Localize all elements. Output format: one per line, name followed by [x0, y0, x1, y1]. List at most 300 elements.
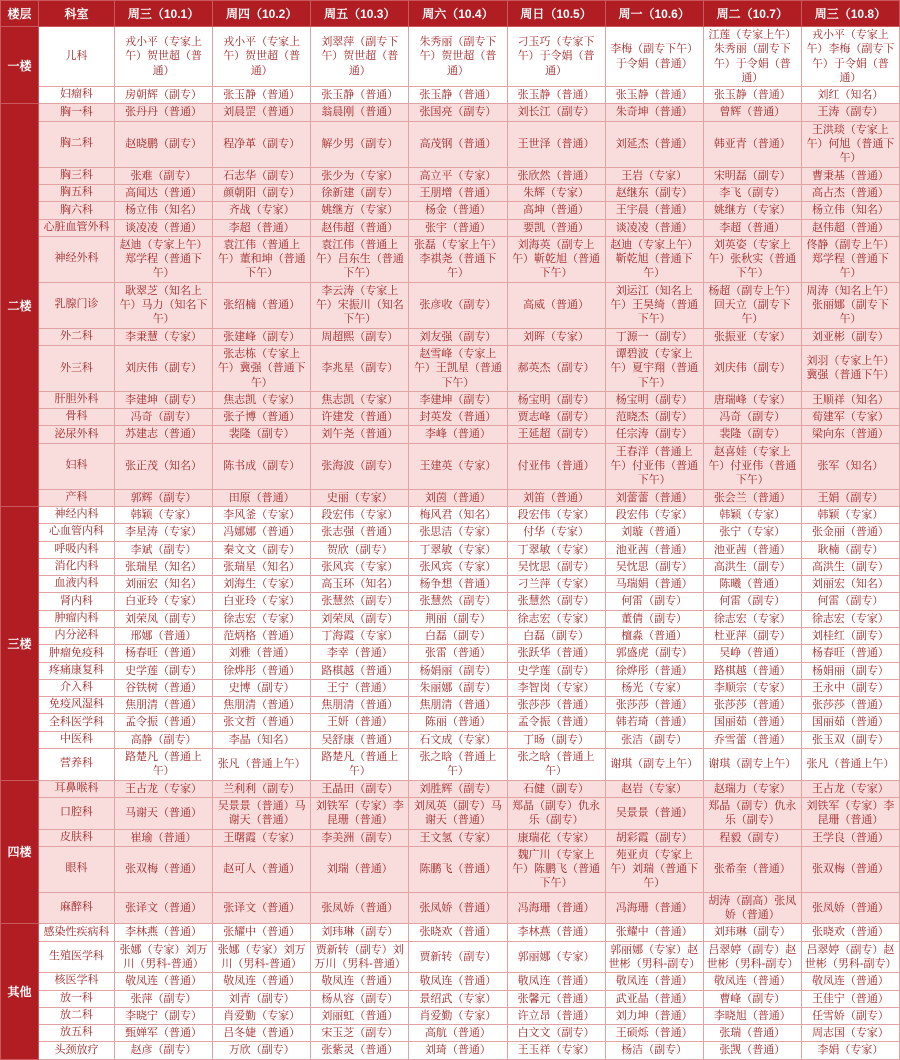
schedule-cell: 徐烨彤（普通） [605, 662, 703, 679]
schedule-cell: 焦朋清（普通） [115, 697, 213, 714]
schedule-cell: 路楚凡（普通上午） [115, 749, 213, 781]
schedule-cell: 吕翠婷（副专）赵世彬（男科-副专） [801, 941, 899, 973]
schedule-cell: 刘玮琳（副专） [311, 924, 409, 941]
schedule-cell: 焦志凯（专家） [311, 391, 409, 408]
schedule-cell: 荀建军（专家） [801, 409, 899, 426]
schedule-row [1, 219, 900, 236]
schedule-cell: 李林燕（普通） [115, 924, 213, 941]
schedule-row [1, 524, 900, 541]
schedule-cell: 许立昂（普通） [507, 1007, 605, 1024]
schedule-cell: 刘海生（专家） [213, 576, 311, 593]
schedule-cell: 王洪琰（专家上午）何旭（普通下午） [801, 121, 899, 167]
schedule-cell: 刘羽（专家上午）冀强（普通下午） [801, 345, 899, 391]
schedule-cell: 崔瑜（普通） [115, 829, 213, 846]
schedule-cell: 张莎莎（普通） [605, 697, 703, 714]
schedule-cell: 贺欣（副专） [311, 541, 409, 558]
schedule-cell: 范晓杰（副专） [605, 409, 703, 426]
schedule-cell: 张之晗（普通上午） [409, 749, 507, 781]
schedule-cell: 何雷（副专） [605, 593, 703, 610]
schedule-cell: 史学莲（副专） [115, 662, 213, 679]
schedule-cell: 翁晨刚（普通） [311, 104, 409, 121]
schedule-cell: 万欣（副专） [213, 1042, 311, 1059]
header-row [1, 1, 900, 27]
schedule-cell: 刘胜辉（副专） [409, 780, 507, 797]
dept-cell: 头颈放疗 [39, 1042, 115, 1059]
schedule-cell: 韩颖（专家） [703, 506, 801, 523]
day-column-header: 周五（10.3） [311, 1, 409, 27]
schedule-cell: 刘英姿（专家上午）张秋实（普通下午） [703, 236, 801, 282]
schedule-cell: 胡彩霞（副专） [605, 829, 703, 846]
schedule-cell: 吴景景（普通） [605, 797, 703, 829]
schedule-cell: 胡涛（副高）张凤娇（普通） [703, 892, 801, 924]
schedule-cell: 张双梅（普通） [801, 846, 899, 892]
schedule-cell: 杨春旺（普通） [801, 645, 899, 662]
schedule-row [1, 236, 900, 282]
schedule-cell: 张希奎（普通） [703, 846, 801, 892]
schedule-cell: 刘笛（普通） [507, 489, 605, 506]
schedule-cell: 徐志宏（专家） [213, 610, 311, 627]
schedule-cell: 韩颖（专家） [801, 506, 899, 523]
schedule-cell: 焦志凯（专家） [213, 391, 311, 408]
schedule-cell: 史博（副专） [213, 679, 311, 696]
schedule-cell: 高占杰（普通） [801, 184, 899, 201]
schedule-cell: 邢娜（普通） [115, 627, 213, 644]
schedule-cell: 杨立伟（知名） [801, 202, 899, 219]
schedule-cell: 张少为（专家） [311, 167, 409, 184]
schedule-cell: 周涛（知名上午）张丽娜（副专下午） [801, 282, 899, 328]
dept-cell: 介入科 [39, 679, 115, 696]
schedule-cell: 张双梅（普通） [115, 846, 213, 892]
schedule-cell: 张文哲（普通） [213, 714, 311, 731]
schedule-row [1, 443, 900, 489]
schedule-cell: 刘晨罡（普通） [213, 104, 311, 121]
schedule-cell: 张玉静（普通） [703, 87, 801, 104]
dept-column-header: 科室 [39, 1, 115, 27]
schedule-cell: 刘青（副专） [213, 990, 311, 1007]
schedule-cell: 何雷（副专） [801, 593, 899, 610]
schedule-cell: 张宇（普通） [409, 219, 507, 236]
schedule-cell: 唐瑞峰（专家） [703, 391, 801, 408]
schedule-cell: 张玉静（普通） [409, 87, 507, 104]
schedule-cell: 韩若琦（普通） [605, 714, 703, 731]
schedule-cell: 刘凤英（副专）马谢天（普通） [409, 797, 507, 829]
schedule-row [1, 184, 900, 201]
day-column-header: 周一（10.6） [605, 1, 703, 27]
schedule-row [1, 610, 900, 627]
dept-cell: 皮肤科 [39, 829, 115, 846]
schedule-cell: 高威（普通） [507, 282, 605, 328]
schedule-cell: 丁源一（副专） [605, 328, 703, 345]
schedule-cell: 贾新转（副专）刘万川（男科-普通） [311, 941, 409, 973]
schedule-cell: 徐志宏（专家） [507, 610, 605, 627]
schedule-cell: 张凤娇（普通） [801, 892, 899, 924]
dept-cell: 免疫风湿科 [39, 697, 115, 714]
dept-cell: 神经内科 [39, 506, 115, 523]
schedule-cell: 张瑞星（知名） [213, 558, 311, 575]
schedule-cell: 张耀中（普通） [605, 924, 703, 941]
schedule-cell: 耿翠芝（知名上午）马力（知名下午） [115, 282, 213, 328]
schedule-row [1, 345, 900, 391]
schedule-cell: 石文成（专家） [409, 731, 507, 748]
schedule-cell: 范炳格（普通） [213, 627, 311, 644]
schedule-cell: 敬凤连（普通） [507, 973, 605, 990]
schedule-cell: 谷铁树（普通） [115, 679, 213, 696]
schedule-row [1, 328, 900, 345]
schedule-row [1, 990, 900, 1007]
schedule-cell: 李峰（普通） [409, 426, 507, 443]
schedule-cell: 裴隆（副专） [703, 426, 801, 443]
day-column-header: 周二（10.7） [703, 1, 801, 27]
schedule-cell: 高静（副专） [115, 731, 213, 748]
dept-cell: 中医科 [39, 731, 115, 748]
schedule-cell: 国丽茹（普通） [703, 714, 801, 731]
schedule-cell: 张正茂（知名） [115, 443, 213, 489]
dept-cell: 胸二科 [39, 121, 115, 167]
schedule-cell: 张磊（专家上午）李祺尧（普通下午） [409, 236, 507, 282]
schedule-cell: 王宇晨（普通） [605, 202, 703, 219]
schedule-cell: 戎小平（专家上午）李梅（副专下午）于令娟（普通） [801, 27, 899, 87]
schedule-cell: 佟静（副专上午）郑学程（普通下午） [801, 236, 899, 282]
schedule-cell: 付华（专家） [507, 524, 605, 541]
schedule-cell: 段宏伟（专家） [311, 506, 409, 523]
dept-cell: 肝胆外科 [39, 391, 115, 408]
schedule-cell: 张凡（普通上午） [801, 749, 899, 781]
floor-cell: 四楼 [1, 780, 39, 924]
schedule-cell: 白磊（副专） [507, 627, 605, 644]
schedule-cell: 敬凤连（普通） [213, 973, 311, 990]
floor-cell: 一楼 [1, 27, 39, 104]
schedule-cell: 白亚玲（专家） [213, 593, 311, 610]
schedule-cell: 周超熙（副专） [311, 328, 409, 345]
schedule-cell: 张振亚（专家） [703, 328, 801, 345]
schedule-cell: 王文氢（专家） [409, 829, 507, 846]
schedule-cell: 李秉慧（专家） [115, 328, 213, 345]
schedule-cell: 任雪娇（副专） [801, 1007, 899, 1024]
schedule-row [1, 426, 900, 443]
schedule-cell: 杜亚萍（副专） [703, 627, 801, 644]
schedule-cell: 吴峥（普通） [703, 645, 801, 662]
schedule-cell: 池亚茜（普通） [703, 541, 801, 558]
schedule-cell: 杨立伟（知名） [115, 202, 213, 219]
schedule-cell: 冯奇（副专） [115, 409, 213, 426]
schedule-cell: 李云涛（专家上午）宋振川（知名下午） [311, 282, 409, 328]
dept-cell: 肿瘤免疫科 [39, 645, 115, 662]
schedule-cell: 梁向东（普通） [801, 426, 899, 443]
schedule-cell: 高洪生（副专） [703, 558, 801, 575]
schedule-cell: 张晓欢（普通） [801, 924, 899, 941]
schedule-cell: 陈鹏飞（普通） [409, 846, 507, 892]
schedule-cell: 杨争想（普通） [409, 576, 507, 593]
dept-cell: 泌尿外科 [39, 426, 115, 443]
schedule-cell: 赵岩（专家） [605, 780, 703, 797]
schedule-row [1, 1042, 900, 1059]
schedule-cell: 敬凤连（普通） [605, 973, 703, 990]
schedule-cell: 张慧然（副专） [409, 593, 507, 610]
schedule-cell: 张玉双（副专） [801, 731, 899, 748]
schedule-cell: 李晶（知名） [213, 731, 311, 748]
schedule-cell: 郭辉（副专） [115, 489, 213, 506]
schedule-cell: 冯奇（副专） [703, 409, 801, 426]
schedule-cell: 王佳宁（普通） [801, 990, 899, 1007]
schedule-cell: 张会兰（普通） [703, 489, 801, 506]
schedule-cell: 刁兰萍（专家） [507, 576, 605, 593]
schedule-row [1, 541, 900, 558]
schedule-cell: 丁旸（副专） [507, 731, 605, 748]
schedule-cell: 张思洁（专家） [409, 524, 507, 541]
schedule-cell: 白亚玲（专家） [115, 593, 213, 610]
schedule-cell: 肖爱勤（专家） [213, 1007, 311, 1024]
schedule-row [1, 282, 900, 328]
schedule-cell: 李星涛（专家） [115, 524, 213, 541]
schedule-cell: 贾志峰（副专） [507, 409, 605, 426]
schedule-row [1, 87, 900, 104]
schedule-cell: 刘丽虹（普通） [311, 1007, 409, 1024]
schedule-row [1, 391, 900, 408]
schedule-cell: 周志国（专家） [801, 1025, 899, 1042]
schedule-cell: 石志华（副专） [213, 167, 311, 184]
schedule-cell: 许建发（普通） [311, 409, 409, 426]
schedule-cell: 朱秀丽（副专下午）贺世超（普通） [409, 27, 507, 87]
schedule-cell: 江莲（专家上午）朱秀丽（副专下午）于令娟（普通） [703, 27, 801, 87]
dept-cell: 消化内科 [39, 558, 115, 575]
dept-cell: 胸五科 [39, 184, 115, 201]
schedule-cell: 杨金（普通） [409, 202, 507, 219]
schedule-cell: 王朋增（普通） [409, 184, 507, 201]
schedule-row [1, 558, 900, 575]
dept-cell: 耳鼻喉科 [39, 780, 115, 797]
schedule-cell: 耿楠（副专） [801, 541, 899, 558]
schedule-cell: 刘海英（副专上午）靳乾旭（普通下午） [507, 236, 605, 282]
schedule-cell: 刘璇（普通） [605, 524, 703, 541]
schedule-cell: 杨娟丽（副专） [801, 662, 899, 679]
schedule-row [1, 829, 900, 846]
day-column-header: 周三（10.8） [801, 1, 899, 27]
schedule-cell: 李风釜（专家） [213, 506, 311, 523]
schedule-cell: 徐新建（副专） [311, 184, 409, 201]
schedule-cell: 李梅（副专下午）于令娟（普通） [605, 27, 703, 87]
schedule-cell: 姚继方（专家） [311, 202, 409, 219]
schedule-row [1, 627, 900, 644]
schedule-cell: 赵伟超（普通） [801, 219, 899, 236]
floor-cell: 其他 [1, 924, 39, 1059]
schedule-cell: 李娟（专家） [801, 1042, 899, 1059]
schedule-cell: 孟令振（普通） [115, 714, 213, 731]
schedule-cell: 张凡（普通上午） [213, 749, 311, 781]
floor-column-header: 楼层 [1, 1, 39, 27]
dept-cell: 营养科 [39, 749, 115, 781]
schedule-cell: 田原（普通） [213, 489, 311, 506]
dept-cell: 麻醉科 [39, 892, 115, 924]
schedule-cell: 杨洁（副专） [605, 1042, 703, 1059]
schedule-cell: 张玉静（普通） [605, 87, 703, 104]
schedule-cell: 李斌（副专） [115, 541, 213, 558]
schedule-cell: 杨春旺（普通） [115, 645, 213, 662]
schedule-cell: 张海波（副专） [311, 443, 409, 489]
schedule-cell: 张莎莎（普通） [801, 697, 899, 714]
schedule-cell: 陈书成（副专） [213, 443, 311, 489]
schedule-cell: 郑晶（副专）仇永乐（副专） [703, 797, 801, 829]
schedule-cell: 王妍（普通） [311, 714, 409, 731]
schedule-row [1, 506, 900, 523]
schedule-cell: 赵可人（普通） [213, 846, 311, 892]
schedule-cell: 吴舒康（普通） [311, 731, 409, 748]
dept-cell: 心血管内科 [39, 524, 115, 541]
schedule-cell: 刘运江（知名上午）王昊绮（普通下午） [605, 282, 703, 328]
dept-cell: 外二科 [39, 328, 115, 345]
schedule-cell: 高闻达（普通） [115, 184, 213, 201]
schedule-row [1, 924, 900, 941]
schedule-cell: 马瑞娟（普通） [605, 576, 703, 593]
schedule-cell: 李超（普通） [703, 219, 801, 236]
schedule-cell: 颜朝阳（副专） [213, 184, 311, 201]
dept-cell: 血液内科 [39, 576, 115, 593]
floor-cell: 二楼 [1, 104, 39, 506]
schedule-cell: 苑亚贞（专家上午）刘瑞（普通下午） [605, 846, 703, 892]
schedule-cell: 张娜（专家）刘万川（男科-普通） [213, 941, 311, 973]
dept-cell: 疼痛康复科 [39, 662, 115, 679]
schedule-row [1, 1007, 900, 1024]
schedule-cell: 刘玮琳（副专） [703, 924, 801, 941]
schedule-cell: 李建坤（副专） [409, 391, 507, 408]
schedule-cell: 董倩（副专） [605, 610, 703, 627]
schedule-cell: 段宏伟（专家） [507, 506, 605, 523]
schedule-cell: 陈曦（普通） [703, 576, 801, 593]
schedule-cell: 要凯（普通） [507, 219, 605, 236]
dept-cell: 胸三科 [39, 167, 115, 184]
schedule-cell: 魏广川（专家上午）陈鹏飞（普通下午） [507, 846, 605, 892]
dept-cell: 产科 [39, 489, 115, 506]
schedule-cell: 刘力坤（普通） [605, 1007, 703, 1024]
schedule-cell: 付亚伟（普通） [507, 443, 605, 489]
schedule-row [1, 697, 900, 714]
schedule-cell: 敬凤连（普通） [409, 973, 507, 990]
schedule-cell: 冯娜娜（普通） [213, 524, 311, 541]
dept-cell: 妇科 [39, 443, 115, 489]
schedule-cell: 吴忱思（副专） [507, 558, 605, 575]
schedule-cell: 王占龙（专家） [801, 780, 899, 797]
schedule-cell: 史学莲（副专） [507, 662, 605, 679]
schedule-cell: 刘友强（副专） [409, 328, 507, 345]
schedule-cell: 张耀中（普通） [213, 924, 311, 941]
schedule-cell: 高立平（专家） [409, 167, 507, 184]
schedule-cell: 兰利利（副专） [213, 780, 311, 797]
schedule-row [1, 731, 900, 748]
schedule-header [1, 1, 900, 27]
schedule-cell: 房朝辉（副专） [115, 87, 213, 104]
schedule-cell: 刘长江（副专） [507, 104, 605, 121]
schedule-cell: 梅风君（知名） [409, 506, 507, 523]
schedule-cell: 郝英杰（副专） [507, 345, 605, 391]
schedule-cell: 敬凤连（普通） [801, 973, 899, 990]
schedule-cell: 朱奇坤（普通） [605, 104, 703, 121]
schedule-cell: 张风宾（专家） [311, 558, 409, 575]
schedule-cell: 段宏伟（专家） [605, 506, 703, 523]
schedule-cell: 高洪生（副专） [801, 558, 899, 575]
dept-cell: 内分泌科 [39, 627, 115, 644]
schedule-cell: 袁江伟（普通上午）吕东生（普通下午） [311, 236, 409, 282]
schedule-cell: 李林燕（普通） [507, 924, 605, 941]
dept-cell: 口腔科 [39, 797, 115, 829]
floor-cell: 三楼 [1, 506, 39, 780]
schedule-cell: 刘亚彬（副专） [801, 328, 899, 345]
dept-cell: 放一科 [39, 990, 115, 1007]
schedule-cell: 焦朋清（普通） [311, 697, 409, 714]
schedule-cell: 康瑞花（专家） [507, 829, 605, 846]
schedule-cell: 赵雪峰（专家上午）王凯星（普通下午） [409, 345, 507, 391]
schedule-cell: 刘延杰（普通） [605, 121, 703, 167]
schedule-cell: 杨光（专家） [605, 679, 703, 696]
schedule-cell: 路棋越（普通） [703, 662, 801, 679]
schedule-cell: 高玉环（知名） [311, 576, 409, 593]
schedule-cell: 曹秉基（普通） [801, 167, 899, 184]
schedule-cell: 白磊（副专） [409, 627, 507, 644]
day-column-header: 周六（10.4） [409, 1, 507, 27]
schedule-cell: 史丽（专家） [311, 489, 409, 506]
schedule-cell: 张萍（副专） [115, 990, 213, 1007]
schedule-cell: 刘琦（普通） [409, 1042, 507, 1059]
schedule-cell: 王占龙（专家） [115, 780, 213, 797]
schedule-cell: 李晓宁（副专） [115, 1007, 213, 1024]
schedule-cell: 路棋越（普通） [311, 662, 409, 679]
schedule-cell: 王硕烁（普通） [605, 1025, 703, 1042]
schedule-cell: 王世泽（普通） [507, 121, 605, 167]
schedule-cell: 甄婵军（普通） [115, 1025, 213, 1042]
schedule-cell: 王宁（普通） [311, 679, 409, 696]
schedule-cell: 刘午尧（普通） [311, 426, 409, 443]
dept-cell: 儿科 [39, 27, 115, 87]
schedule-cell: 谭碧波（专家上午）夏宇翔（普通下午） [605, 345, 703, 391]
schedule-cell: 王涛（副专） [801, 104, 899, 121]
schedule-cell: 李顺宗（专家） [703, 679, 801, 696]
schedule-cell: 张志强（普通） [311, 524, 409, 541]
schedule-cell: 刘荣凤（副专） [311, 610, 409, 627]
dept-cell: 乳腺门诊 [39, 282, 115, 328]
schedule-cell: 冯海珊（普通） [605, 892, 703, 924]
schedule-cell: 白文文（副专） [507, 1025, 605, 1042]
schedule-cell: 王玉祥（专家） [507, 1042, 605, 1059]
schedule-cell: 李超（普通） [213, 219, 311, 236]
schedule-cell: 李美洲（副专） [311, 829, 409, 846]
schedule-cell: 刘铁军（专家）李昆珊（普通） [801, 797, 899, 829]
schedule-cell: 刘翠萍（副专下午）贺世超（普通） [311, 27, 409, 87]
day-column-header: 周日（10.5） [507, 1, 605, 27]
dept-cell: 放二科 [39, 1007, 115, 1024]
schedule-cell: 张译文（普通） [115, 892, 213, 924]
schedule-cell: 李兆星（副专） [311, 345, 409, 391]
schedule-cell: 杨娟丽（副专） [409, 662, 507, 679]
schedule-cell: 曹峰（副专） [703, 990, 801, 1007]
schedule-cell: 吴景景（普通）马谢天（普通） [213, 797, 311, 829]
schedule-cell: 张风宾（专家） [409, 558, 507, 575]
schedule-row [1, 409, 900, 426]
schedule-cell: 赵瑞力（专家） [703, 780, 801, 797]
schedule-row [1, 941, 900, 973]
schedule-cell: 赵彦（副专） [115, 1042, 213, 1059]
schedule-cell: 高茂钢（普通） [409, 121, 507, 167]
schedule-cell: 齐战（专家） [213, 202, 311, 219]
schedule-cell: 檀淼（普通） [605, 627, 703, 644]
schedule-cell: 刁玉巧（专家下午）于令娟（普通） [507, 27, 605, 87]
schedule-cell: 谢琪（副专上午） [605, 749, 703, 781]
schedule-cell: 张难（副专） [115, 167, 213, 184]
schedule-cell: 张紫灵（普通） [311, 1042, 409, 1059]
schedule-cell: 苏建志（普通） [115, 426, 213, 443]
schedule-cell: 吕冬婕（普通） [213, 1025, 311, 1042]
schedule-cell: 张凤娇（普通） [409, 892, 507, 924]
schedule-cell: 郭丽娜（专家）赵世彬（男科-副专） [605, 941, 703, 973]
schedule-cell: 马谢天（普通） [115, 797, 213, 829]
schedule-cell: 乔雪蕾（普通） [703, 731, 801, 748]
